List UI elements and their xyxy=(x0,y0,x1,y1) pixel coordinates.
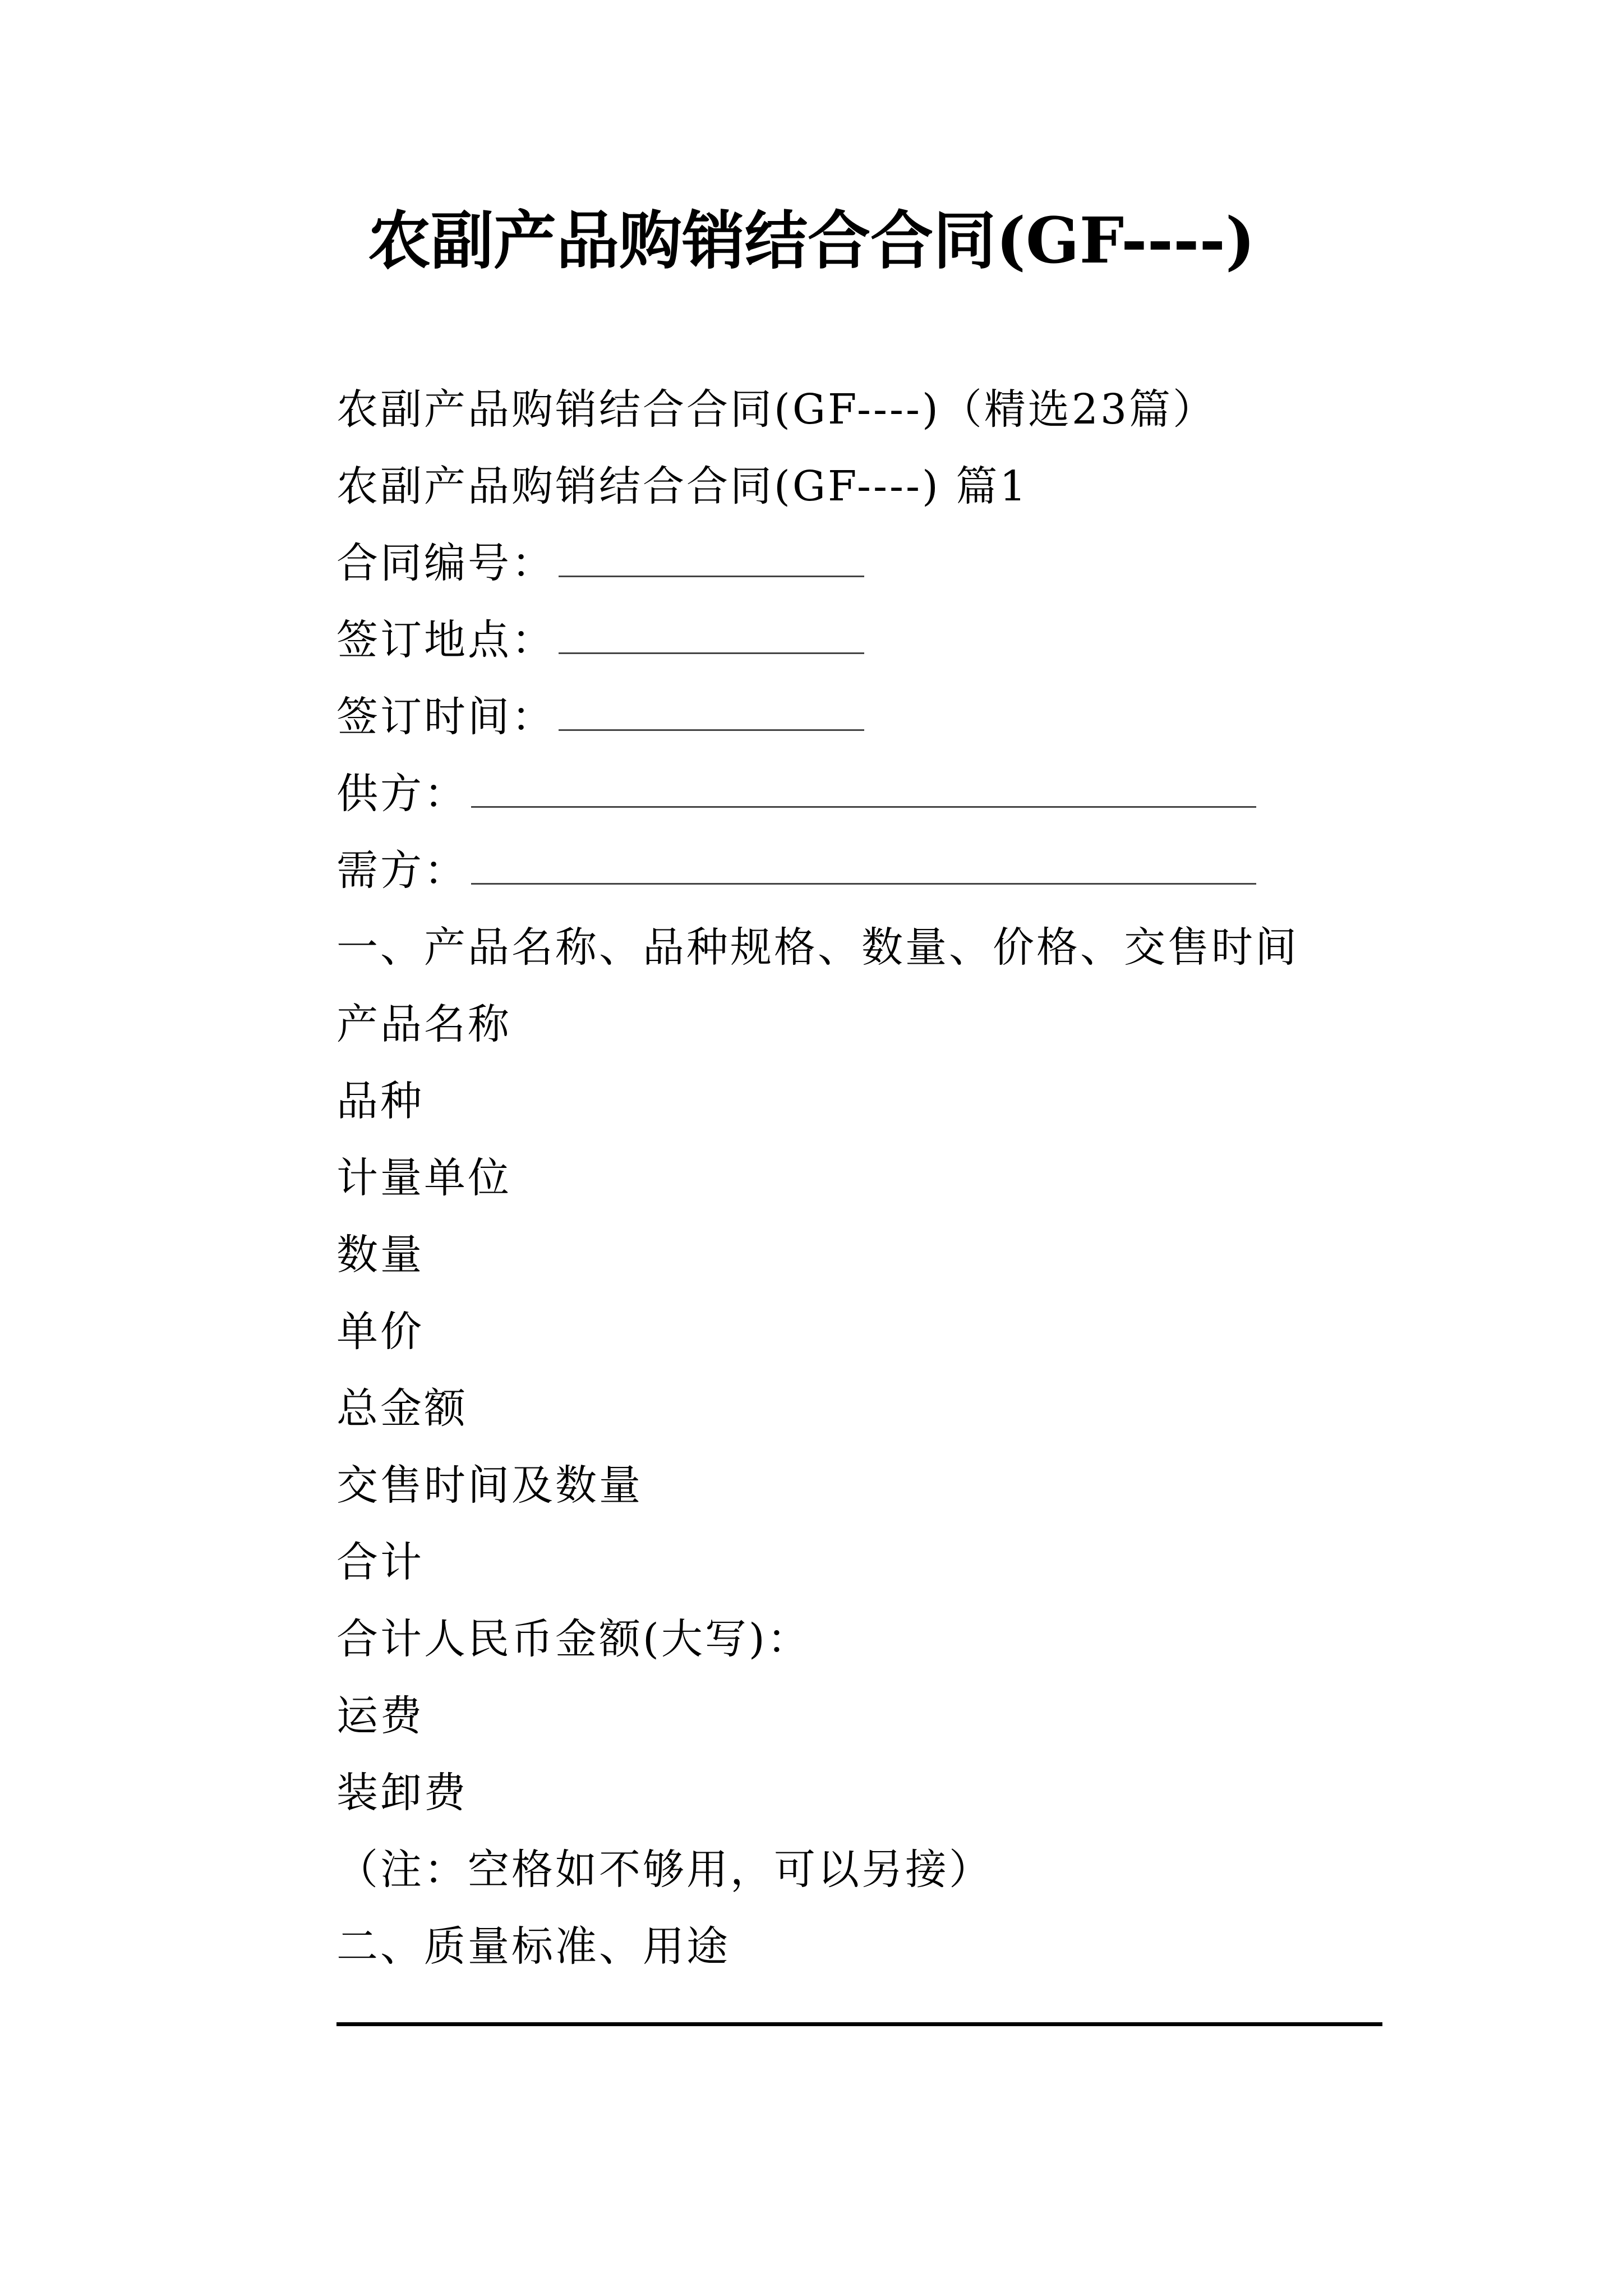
supplier-blank xyxy=(471,784,1256,808)
sign-time-blank xyxy=(559,707,864,731)
supplier-label: 供方： xyxy=(336,770,468,818)
section-1-heading: 一、产品名称、品种规格、数量、价格、交售时间 xyxy=(336,923,1299,972)
buyer-label: 需方： xyxy=(336,846,468,895)
contract-number-row xyxy=(336,525,1458,602)
contract-number-blank xyxy=(559,553,864,577)
unit-line: 计量单位 xyxy=(336,1154,511,1202)
handling-line: 装卸费 xyxy=(336,1769,468,1817)
part-heading: 农副产品购销结合合同(GF----) 篇1 xyxy=(336,462,1029,510)
sign-place-blank xyxy=(559,630,864,654)
unit-price-line: 单价 xyxy=(336,1308,424,1356)
section-2-heading: 二、质量标准、用途 xyxy=(336,1922,730,1971)
sign-time-row xyxy=(336,679,1458,756)
variety-line: 品种 xyxy=(336,1077,424,1125)
freight-line: 运费 xyxy=(336,1692,424,1740)
contract-number-label: 合同编号： xyxy=(336,539,555,587)
buyer-blank xyxy=(471,861,1256,885)
fill-in-rule xyxy=(336,2022,1382,2026)
total-amount-line: 总金额 xyxy=(336,1384,468,1433)
total-line: 合计 xyxy=(336,1538,424,1586)
sign-place-row xyxy=(336,602,1458,679)
document-title: 农副产品购销结合合同(GF----) xyxy=(367,204,1256,278)
total-rmb-line: 合计人民币金额(大写)： xyxy=(336,1615,811,1663)
quantity-line: 数量 xyxy=(336,1231,424,1279)
buyer-row xyxy=(336,832,1458,909)
sign-time-label: 签订时间： xyxy=(336,693,555,741)
product-name-line: 产品名称 xyxy=(336,1000,511,1048)
subtitle-line: 农副产品购销结合合同(GF----)（精选23篇） xyxy=(336,385,1217,434)
supplier-row xyxy=(336,756,1458,832)
delivery-line: 交售时间及数量 xyxy=(336,1461,643,1510)
sign-place-label: 签订地点： xyxy=(336,616,555,664)
note-line: （注：空格如不够用，可以另接） xyxy=(336,1846,993,1894)
document-body xyxy=(336,371,1458,1985)
